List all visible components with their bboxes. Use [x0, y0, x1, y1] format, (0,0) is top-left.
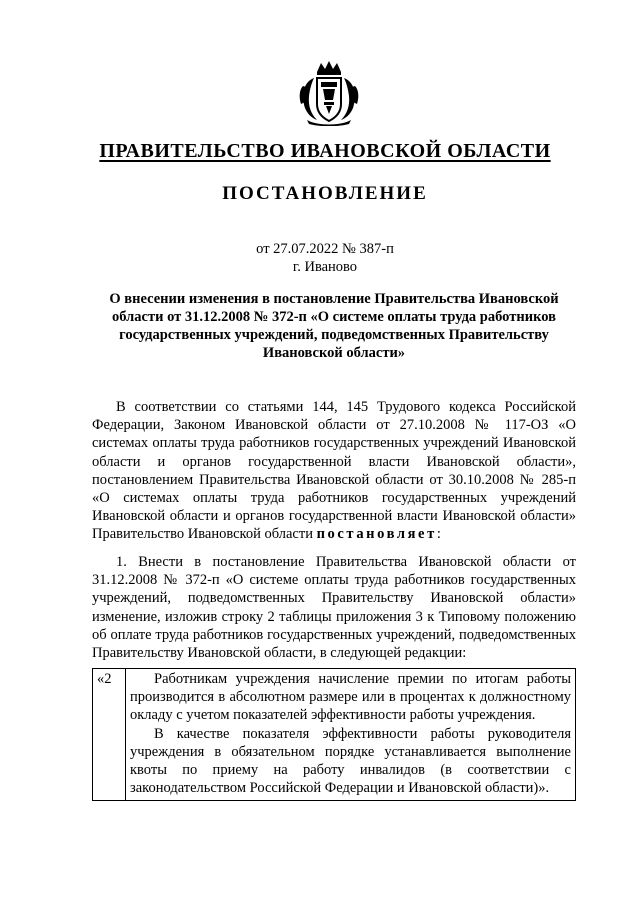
row-number-cell: «2 [93, 669, 126, 801]
table-row [93, 669, 576, 801]
clause-1-paragraph: 1. Внести в постановление Правительства Ивановской области от 31.12.2008 № 372-п «О системе оплаты труда работников государственных учреждений, подведомственных Правительству Ивановской области» изменение, изложив строку 2 таблицы приложения 3 к Типовому положению об оплате труда работников государственных учреждений, подведомственных Правительству Ивановской области, в следующей редакции: [92, 554, 576, 662]
amendment-table [92, 668, 576, 801]
document-city: г. Иваново [292, 259, 358, 275]
coat-of-arms-emblem [297, 60, 361, 126]
resolves-word: постановляет [316, 526, 437, 543]
preamble-colon: : [436, 526, 441, 543]
table-paragraph-bonus: Работникам учреждения начисление премии по итогам работы производится в абсолютном размере или в процентах к должностному окладу с учетом показателей эффективности работы учреждения. [130, 671, 571, 724]
government-title: ПРАВИТЕЛЬСТВО ИВАНОВСКОЙ ОБЛАСТИ [99, 140, 551, 162]
document-date-number: от 27.07.2022 № 387-п [256, 241, 394, 257]
document-subject: О внесении изменения в постановление Правительства Ивановской области от 31.12.2008 № 372-п «О системе оплаты труда работников государственных учреждений, подведомственных Правительству Ивановской области» [109, 291, 559, 361]
document-type-heading: ПОСТАНОВЛЕНИЕ [222, 183, 428, 204]
preamble-paragraph [92, 398, 576, 544]
preamble-text: В соответствии со статьями 144, 145 Трудового кодекса Российской Федерации, Законом Ивановской области от 27.10.2008 № 117-ОЗ «О системах оплаты труда работников государственных учреждений Ивановской области и органов государственной власти Ивановской области», постановлением Правительства Ивановской области от 30.10.2008 № 285-п «О системах оплаты труда работников государственных учреждений Ивановской области и органов государственной власти Ивановской области» Правительство Ивановской области [92, 399, 576, 543]
table-paragraph-quota: В качестве показателя эффективности работы руководителя учреждения в обязательном порядке устанавливается выполнение квоты по приему на работу инвалидов (в соответствии с законодательством Российской Федерации и Ивановской области)». [130, 725, 571, 797]
row-content-cell [126, 669, 576, 801]
